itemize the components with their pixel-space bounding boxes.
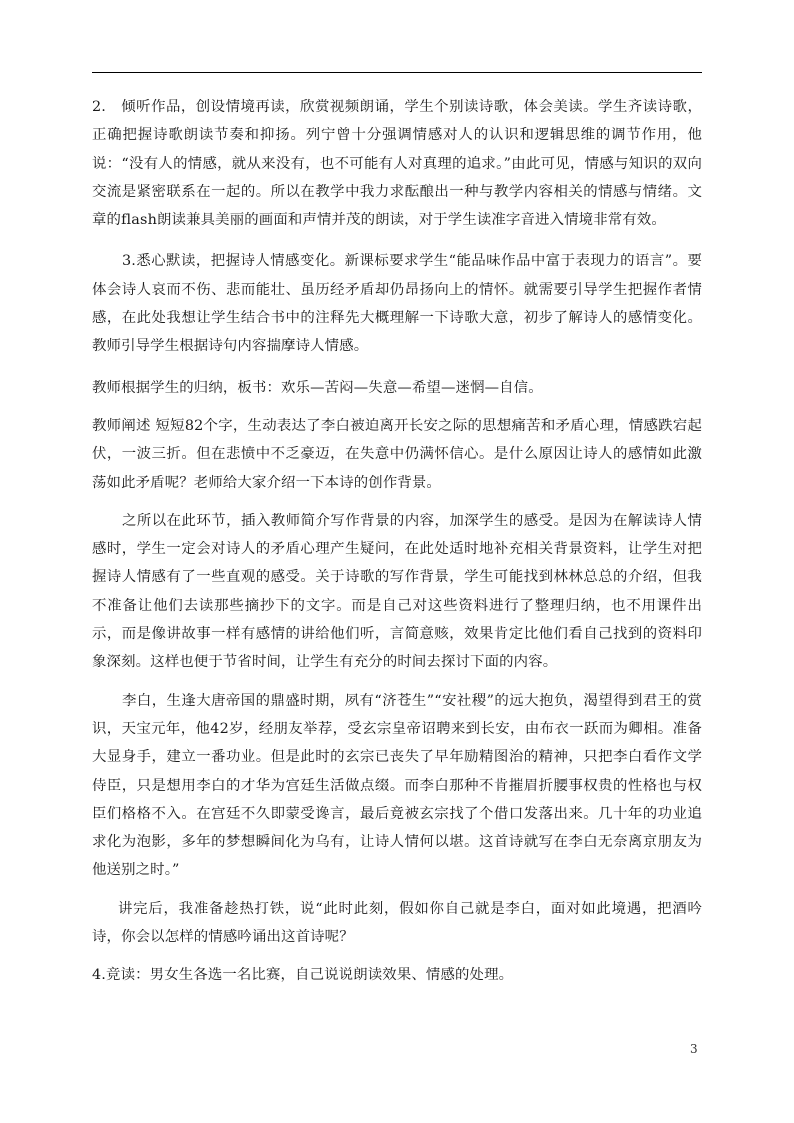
paragraph-teacher-explains: 教师阐述 短短82个字，生动表达了李白被迫离开长安之际的思想痛苦和矛盾心理，情感跌宕起伏，一波三折。但在悲愤中不乏豪迈，在失意中仍满怀信心。是什么原因让诗人的感情如此激荡如此矛盾呢？老师给大家介绍一下本诗的创作背景。 bbox=[92, 417, 702, 491]
paragraph-li-bai-background: 李白，生逢大唐帝国的鼎盛时期，夙有“济苍生”“安社稷”的远大抱负，渴望得到君王的赏识，天宝元年，他42岁，经朋友举荐，受玄宗皇帝诏聘来到长安，由布衣一跃而为卿相。准备大显身手，建立一番功业。但是此时的玄宗已丧失了早年励精图治的精神，只把李白看作文学侍臣，只是想用李白的才华为宫廷生活做点缀。而李白那种不肯摧眉折腰事权贵的性格也与权臣们格格不入。在宫廷不久即蒙受谗言，最后竟被玄宗找了个借口发落出来。几十年的功业追求化为泡影，多年的梦想瞬间化为乌有，让诗人情何以堪。这首诗就写在李白无奈离京朋友为他送别之时。” bbox=[92, 692, 702, 879]
paragraph-silent-reading: 3.悉心默读，把握诗人情感变化。新课标要求学生“能品味作品中富于表现力的语言”。要体会诗人哀而不伤、悲而能壮、虽历经矛盾却仍昂扬向上的情怀。就需要引导学生把握作者情感，在此处我想让学生结合书中的注释先大概理解一下诗歌大意，初步了解诗人的感情变化。教师引导学生根据诗句内容揣摩诗人情感。 bbox=[92, 253, 702, 355]
paragraph-listen-reread: 2. 倾听作品，创设情境再读，欣赏视频朗诵，学生个别读诗歌，体会美读。学生齐读诗歌，正确把握诗歌朗读节奏和抑扬。列宁曾十分强调情感对人的认识和逻辑思维的调节作用，他说：“没有人的情感，就从来没有，也不可能有人对真理的追求。”由此可见，情感与知识的双向交流是紧密联系在一起的。所以在教学中我力求酝酿出一种与教学内容相关的情感与情绪。文章的flash朗读兼具美丽的画面和声情并茂的朗读，对于学生读准字音进入情境非常有效。 bbox=[92, 99, 702, 229]
header-rule bbox=[92, 72, 702, 73]
page-number: 3 bbox=[690, 1042, 698, 1056]
paragraph-blackboard: 教师根据学生的归纳，板书：欢乐—苦闷—失意—希望—迷惘—自信。 bbox=[92, 379, 543, 396]
paragraph-background-rationale: 之所以在此环节，插入教师简介写作背景的内容，加深学生的感受。是因为在解读诗人情感时，学生一定会对诗人的矛盾心理产生疑问，在此处适时地补充相关背景资料，让学生对把握诗人情感有了一些直观的感受。关于诗歌的写作背景，学生可能找到林林总总的介绍，但我不准备让他们去读那些摘抄下的文字。而是自己对这些资料进行了整理归纳，也不用课件出示，而是像讲故事一样有感情的讲给他们听，言简意赅，效果肯定比他们看自己找到的资料印象深刻。这样也便于节省时间，让学生有充分的时间去探讨下面的内容。 bbox=[92, 512, 702, 671]
paragraph-competition-reading: 4.竞读：男女生各选一名比赛，自己说说朗读效果、情感的处理。 bbox=[92, 967, 514, 984]
paragraph-after-story: 讲完后，我准备趁热打铁，说“此时此刻，假如你自己就是李白，面对如此境遇，把酒吟诗，你会以怎样的情感吟诵出这首诗呢？ bbox=[92, 900, 702, 946]
document-body bbox=[92, 88, 702, 990]
